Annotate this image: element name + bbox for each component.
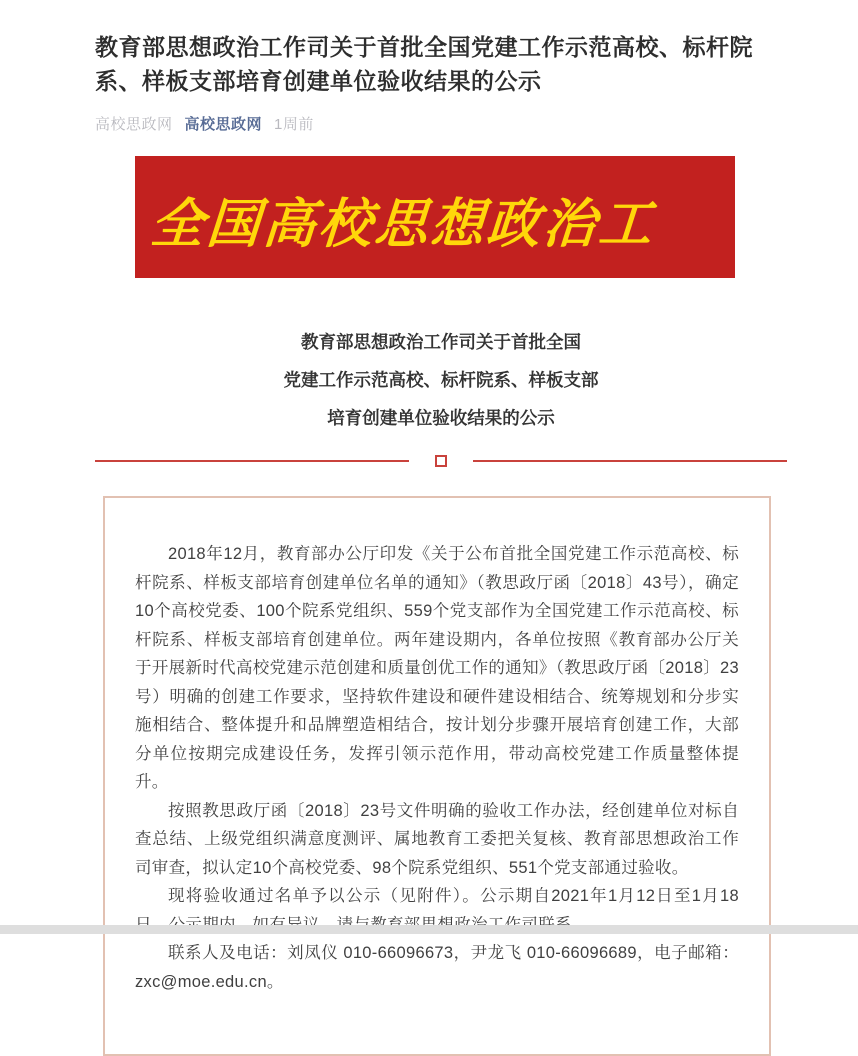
- article-meta: [95, 113, 787, 134]
- banner-calligraphy-text: 全国高校思想政治工: [148, 182, 657, 258]
- document-title: [95, 323, 787, 437]
- announcement-paragraph: 现将验收通过名单予以公示（见附件）。公示期自2021年1月12日至1月18日。公示期内，如有异议，请与教育部思想政治工作司联系。: [135, 882, 739, 939]
- section-divider: [95, 454, 787, 467]
- bottom-edge-strip: [0, 925, 858, 934]
- article-headline: 教育部思想政治工作司关于首批全国党建工作示范高校、标杆院系、样板支部培育创建单位验收结果的公示: [95, 30, 787, 98]
- divider-ornament: [435, 455, 447, 467]
- announcement-paragraph: 按照教思政厅函〔2018〕23号文件明确的验收工作办法，经创建单位对标自查总结、上级党组织满意度测评、属地教育工委把关复核、教育部思想政治工作司审查，拟认定10个高校党委、98个院系党组织、551个党支部通过验收。: [135, 797, 739, 883]
- meta-timestamp: 1周前: [274, 116, 314, 133]
- divider-line-right: [473, 460, 787, 462]
- article-column: [95, 0, 787, 1056]
- meta-account-link[interactable]: 高校思政网: [185, 116, 263, 133]
- meta-source: 高校思政网: [95, 116, 173, 133]
- document-title-line: 教育部思想政治工作司关于首批全国: [95, 323, 787, 361]
- document-title-line: 党建工作示范高校、标杆院系、样板支部: [95, 361, 787, 399]
- divider-line-left: [95, 460, 409, 462]
- banner-image: [135, 156, 735, 278]
- announcement-paragraph: 2018年12月，教育部办公厅印发《关于公布首批全国党建工作示范高校、标杆院系、样板支部培育创建单位名单的通知》（教思政厅函〔2018〕43号），确定10个高校党委、100个院系党组织、559个党支部作为全国党建工作示范高校、标杆院系、样板支部培育创建单位。两年建设期内，各单位按照《教育部办公厅关于开展新时代高校党建示范创建和质量创优工作的通知》（教思政厅函〔2018〕23号）明确的创建工作要求，坚持软件建设和硬件建设相结合、统筹规划和分步实施相结合、整体提升和品牌塑造相结合，按计划分步骤开展培育创建工作，大部分单位按期完成建设任务，发挥引领示范作用，带动高校党建工作质量整体提升。: [135, 540, 739, 797]
- document-title-line: 培育创建单位验收结果的公示: [95, 399, 787, 437]
- announcement-box: [103, 496, 771, 1056]
- announcement-paragraph: 联系人及电话：刘凤仪 010-66096673，尹龙飞 010-66096689，电子邮箱：zxc@moe.edu.cn。: [135, 939, 739, 996]
